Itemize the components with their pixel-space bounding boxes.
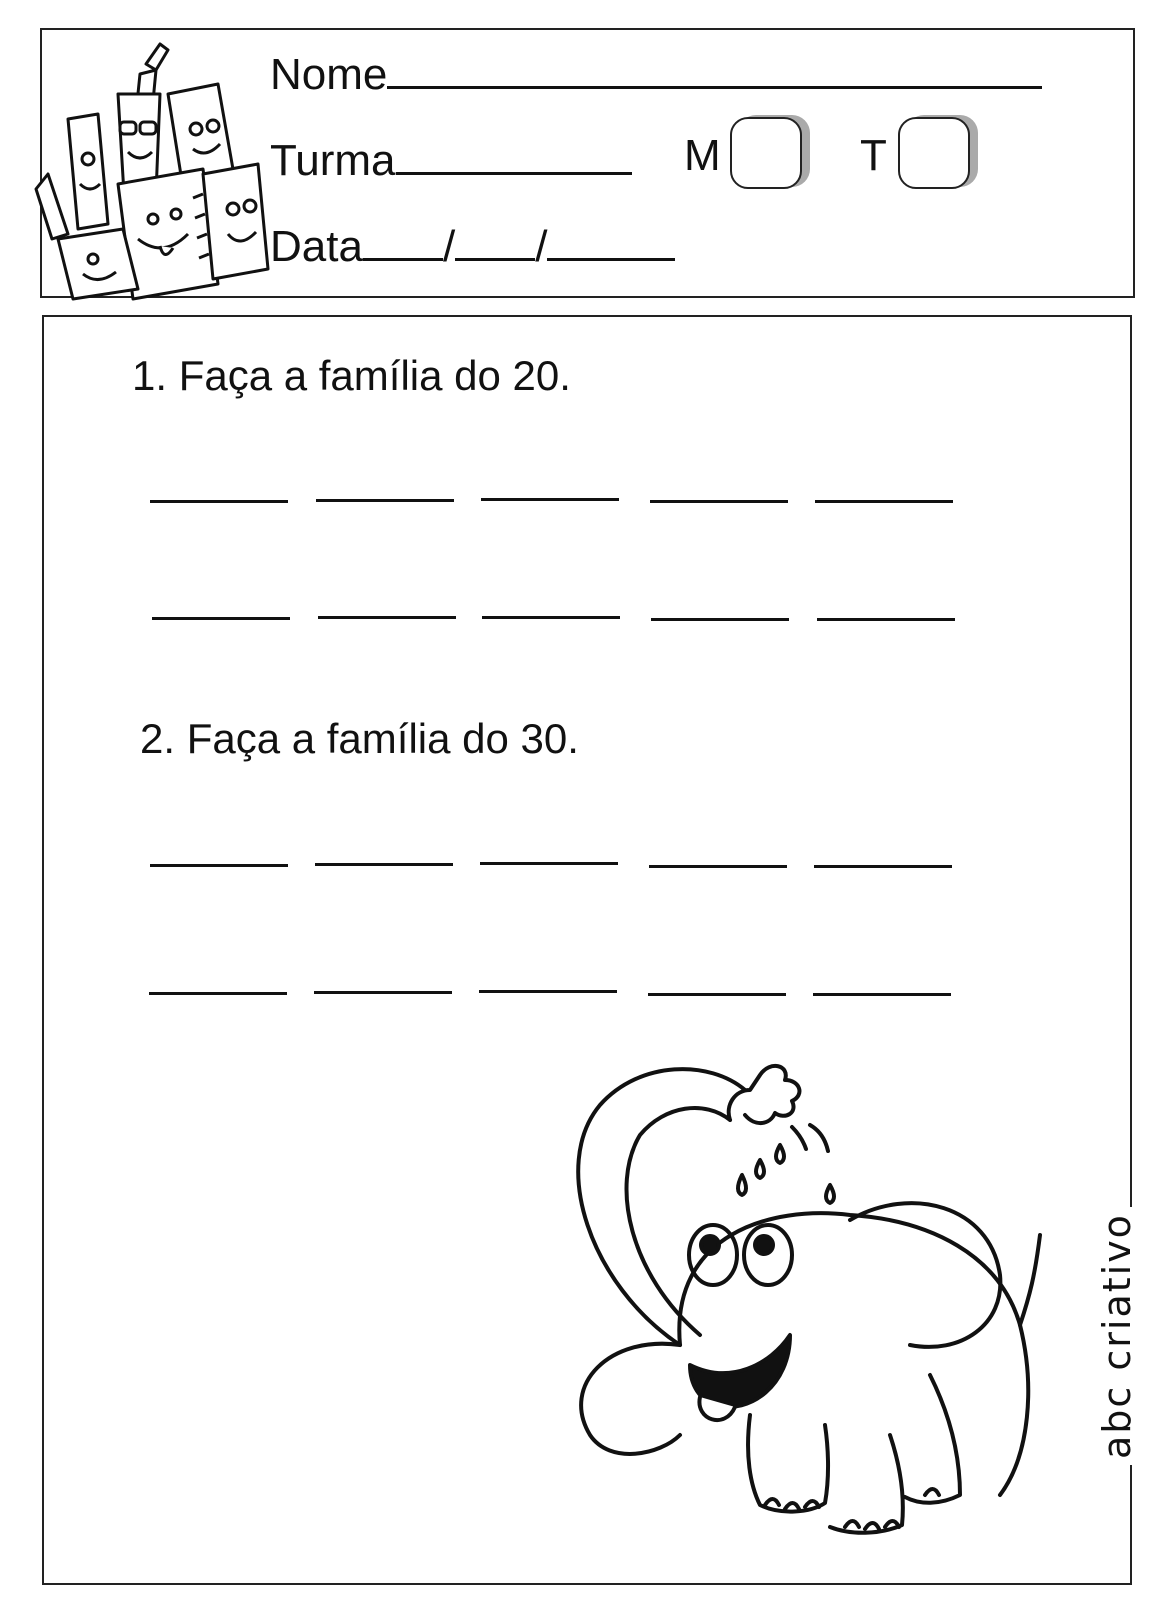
question-1: 1. Faça a família do 20. <box>132 352 571 399</box>
class-field-row <box>270 138 632 183</box>
name-label: Nome <box>270 50 388 99</box>
date-day-line[interactable] <box>363 224 443 261</box>
answer-line[interactable] <box>318 616 456 619</box>
answer-line[interactable] <box>648 993 786 996</box>
date-separator: / <box>442 222 456 271</box>
answer-line[interactable] <box>649 865 787 868</box>
morning-checkbox[interactable] <box>730 117 802 189</box>
date-year-line[interactable] <box>547 224 675 261</box>
answer-line[interactable] <box>815 500 953 503</box>
afternoon-label: T <box>860 131 887 180</box>
credit-watermark: abc criativo <box>1095 1207 1139 1465</box>
class-input-line[interactable] <box>396 138 632 175</box>
answer-line[interactable] <box>814 865 952 868</box>
name-field-row <box>270 52 1042 97</box>
answer-line[interactable] <box>316 499 454 502</box>
answer-line[interactable] <box>482 616 620 619</box>
class-label: Turma <box>270 136 396 185</box>
answer-line[interactable] <box>650 500 788 503</box>
answer-line[interactable] <box>152 617 290 620</box>
afternoon-checkbox[interactable] <box>898 117 970 189</box>
date-field-row <box>270 224 675 269</box>
answer-line[interactable] <box>479 990 617 993</box>
answer-line[interactable] <box>651 618 789 621</box>
school-supplies-illustration <box>28 34 278 304</box>
answer-line[interactable] <box>149 992 287 995</box>
elephant-illustration <box>530 1035 1055 1545</box>
answer-line[interactable] <box>315 863 453 866</box>
answer-line[interactable] <box>481 498 619 501</box>
name-input-line[interactable] <box>387 52 1042 89</box>
answer-line[interactable] <box>817 618 955 621</box>
date-month-line[interactable] <box>455 224 535 261</box>
answer-line[interactable] <box>150 500 288 503</box>
answer-line[interactable] <box>480 862 618 865</box>
answer-line[interactable] <box>314 991 452 994</box>
date-label: Data <box>270 222 363 271</box>
answer-line[interactable] <box>150 864 288 867</box>
date-separator: / <box>535 222 548 271</box>
morning-label: M <box>684 131 721 180</box>
answer-line[interactable] <box>813 993 951 996</box>
question-2: 2. Faça a família do 30. <box>140 715 579 762</box>
